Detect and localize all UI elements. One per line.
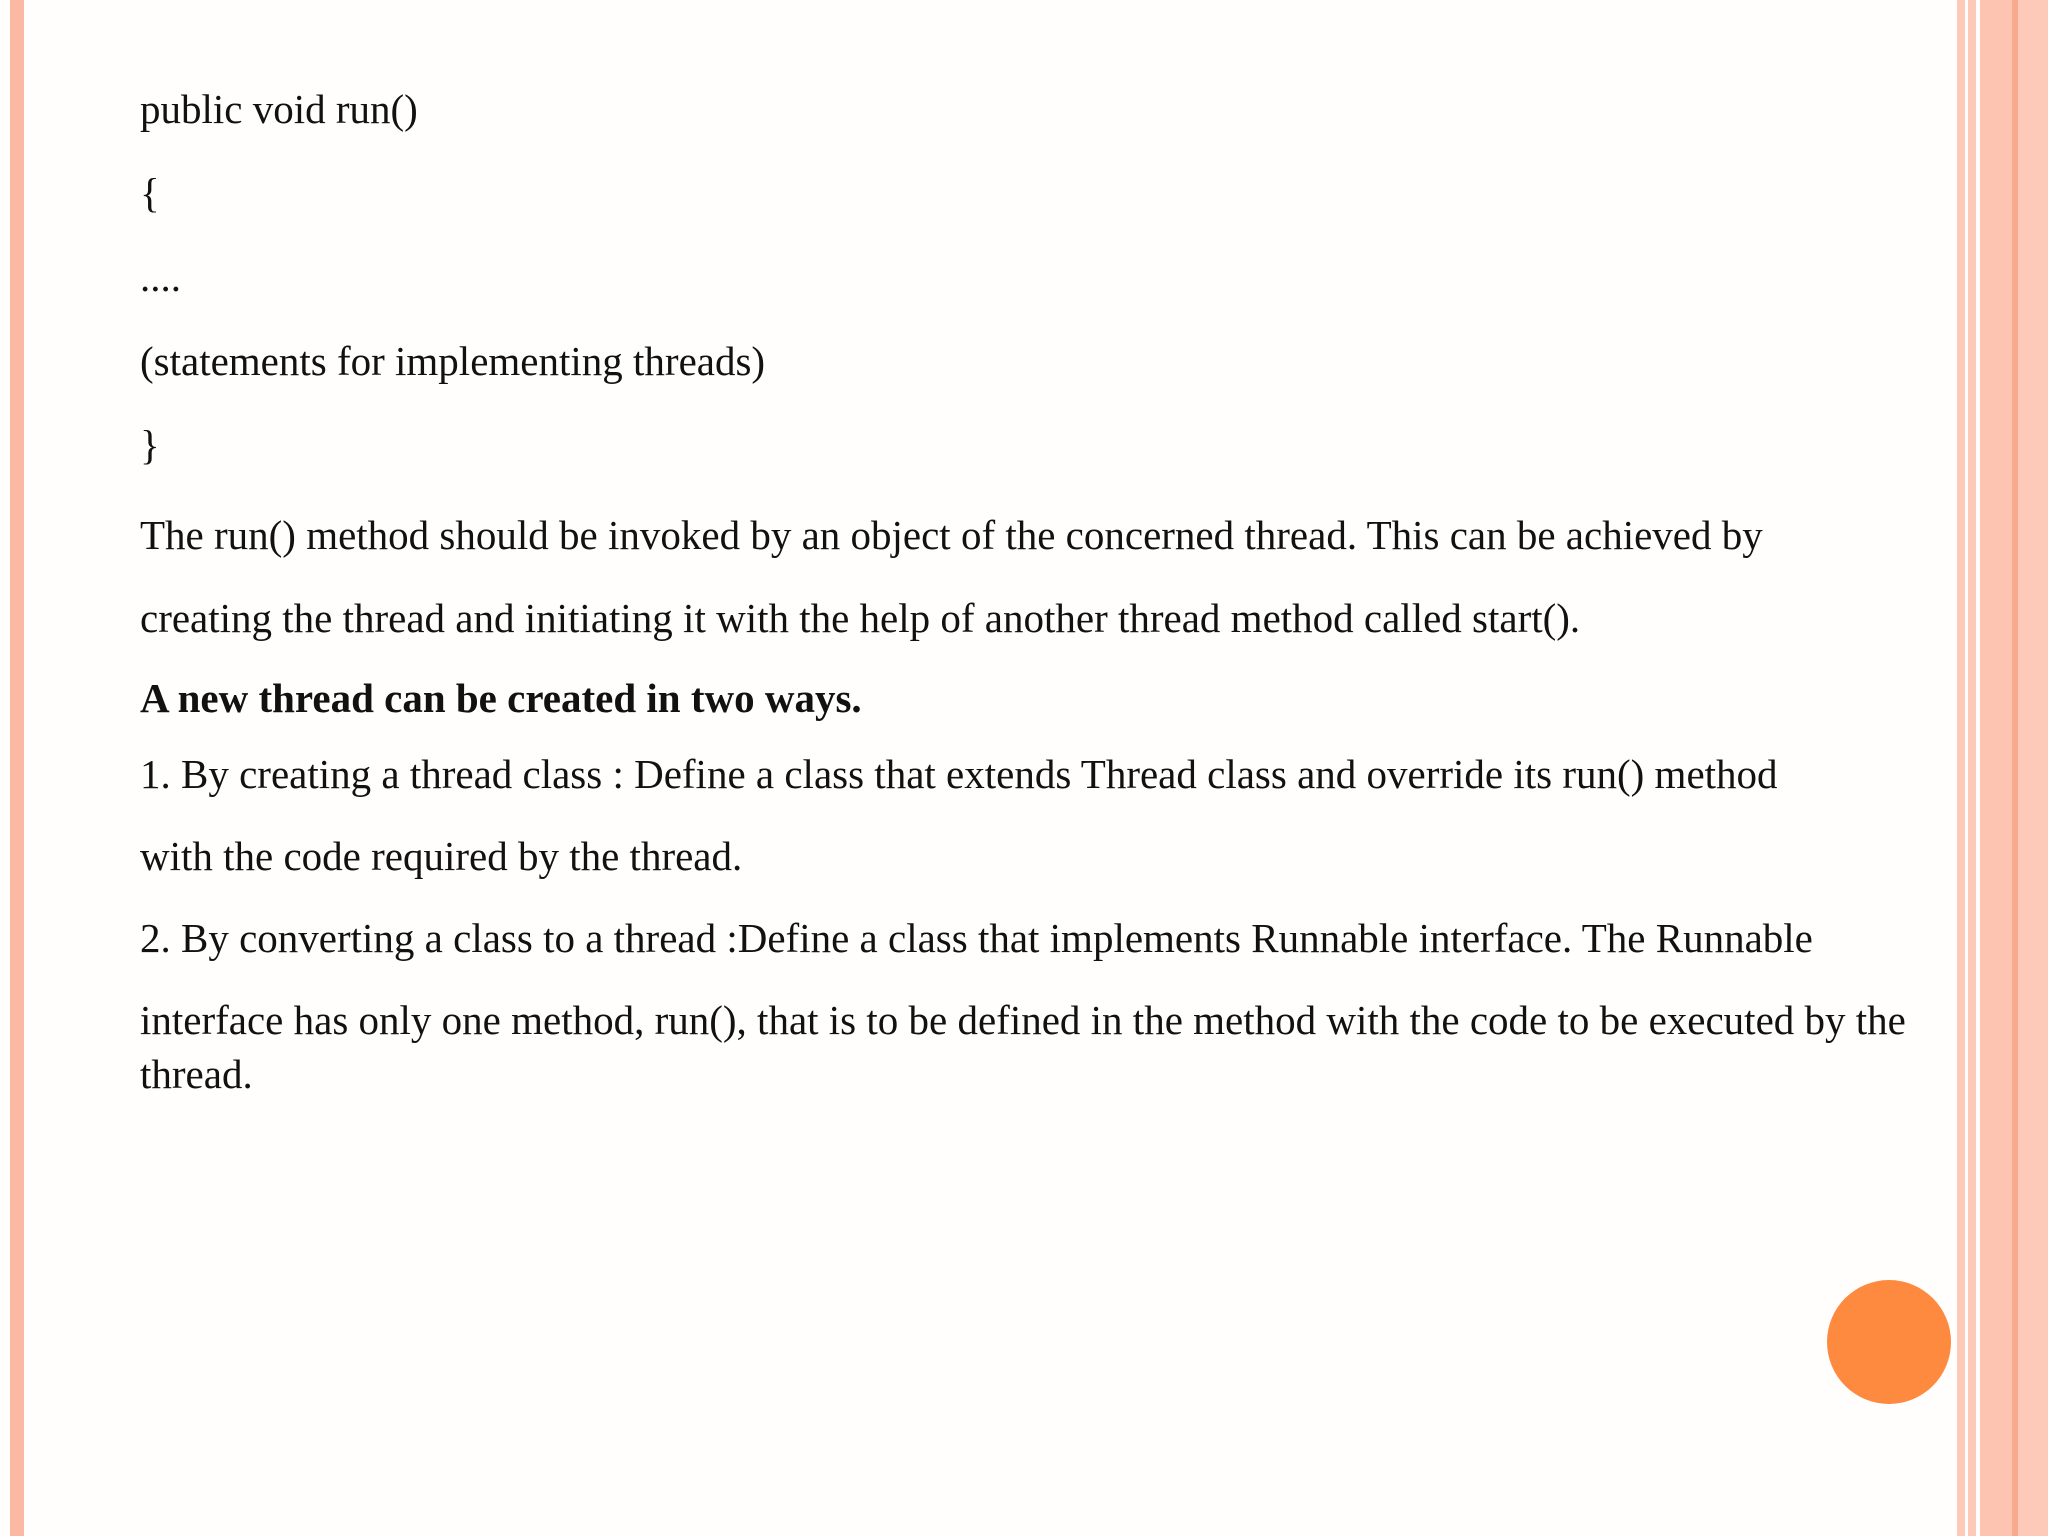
section-heading: A new thread can be created in two ways. xyxy=(140,675,862,721)
list-item-thread-class-continued: with the code required by the thread. xyxy=(140,833,743,879)
right-decorative-band xyxy=(1968,0,1976,1536)
list-item-thread-class: 1. By creating a thread class : Define a class that extends Thread class and override its run() method xyxy=(140,751,1778,797)
paragraph-start-method: creating the thread and initiating it with the help of another thread method called start(). xyxy=(140,595,1581,641)
orange-circle-decoration xyxy=(1827,1280,1951,1404)
slide-content xyxy=(140,82,1920,1101)
right-decorative-band xyxy=(1957,0,1965,1536)
code-line-signature: public void run() xyxy=(140,86,418,132)
paragraph-run-method: The run() method should be invoked by an object of the concerned thread. This can be achieved by xyxy=(140,512,1763,558)
left-decorative-stripe xyxy=(10,0,24,1536)
code-line-ellipsis: .... xyxy=(140,254,181,300)
code-line-open-brace: { xyxy=(140,170,160,216)
list-item-runnable: 2. By converting a class to a thread :Define a class that implements Runnable interface. The Runnable xyxy=(140,915,1813,961)
right-decorative-band xyxy=(1980,0,2012,1536)
right-decorative-band xyxy=(2018,0,2048,1536)
list-item-runnable-continued: interface has only one method, run(), that is to be defined in the method with the code to be executed by the thread. xyxy=(140,997,1917,1097)
code-line-close-brace: } xyxy=(140,422,160,468)
code-line-comment: (statements for implementing threads) xyxy=(140,338,766,384)
